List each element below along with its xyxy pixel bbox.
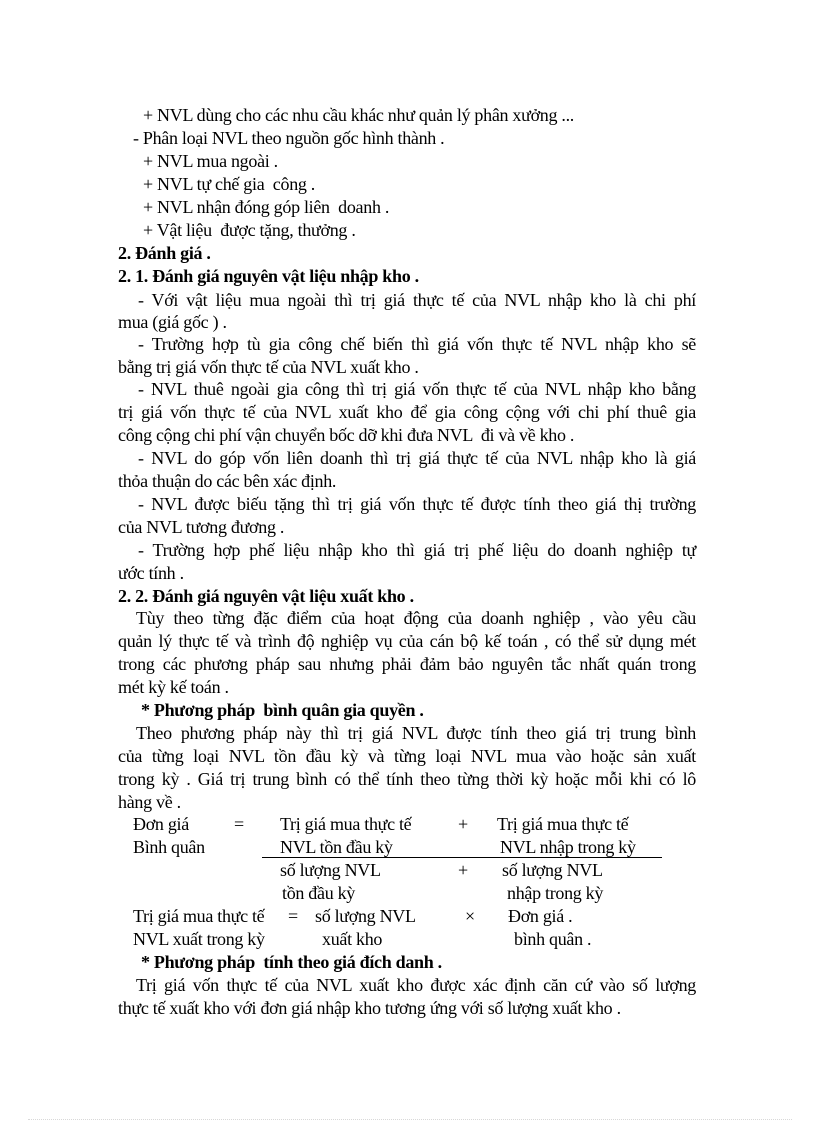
paragraph-line: - Trường hợp tù gia công chế biến thì giá vốn thực tế NVL nhập kho sẽ xyxy=(138,334,696,354)
paragraph-line: trị giá vốn thực tế của NVL xuất kho để gia công cộng với chi phí thuê gia xyxy=(118,402,696,422)
text-line: + NVL mua ngoài . xyxy=(143,151,278,171)
numerator-term: Trị giá mua thực tế xyxy=(280,814,412,834)
paragraph-line: - Trường hợp phế liệu nhập kho thì giá trị phế liệu do doanh nghiệp tự xyxy=(138,540,696,560)
section-heading: 2. Đánh giá . xyxy=(118,243,211,263)
numerator-term: NVL tồn đầu kỳ xyxy=(280,837,393,857)
paragraph-line: - NVL do góp vốn liên doanh thì trị giá thực tế của NVL nhập kho là giá xyxy=(138,448,696,468)
method-heading: * Phương pháp bình quân gia quyền . xyxy=(141,700,424,720)
paragraph-line: quản lý thực tế và trình độ nghiệp vụ của cán bộ kế toán , có thể sử dụng mét xyxy=(118,631,696,651)
equals-sign: = xyxy=(234,814,244,834)
fraction-bar xyxy=(262,857,662,858)
numerator-term: Trị giá mua thực tế xyxy=(497,814,629,834)
paragraph-line: - NVL được biếu tặng thì trị giá vốn thực tế được tính theo giá thị trường xyxy=(138,494,696,514)
paragraph-line: hàng về . xyxy=(118,792,181,812)
numerator-term: NVL nhập trong kỳ xyxy=(500,837,636,857)
plus-sign: + xyxy=(458,860,468,880)
paragraph-line: Trị giá vốn thực tế của NVL xuất kho được xác định căn cứ vào số lượng xyxy=(136,975,696,995)
paragraph-line: - Với vật liệu mua ngoài thì trị giá thực tế của NVL nhập kho là chi phí xyxy=(138,290,696,310)
paragraph-line: mét kỳ kế toán . xyxy=(118,677,229,697)
page-bottom-rule xyxy=(28,1119,792,1120)
text-line: - Phân loại NVL theo nguồn gốc hình thành . xyxy=(133,128,445,148)
paragraph-line: trong các phương pháp sau nhưng phải đảm bảo nguyên tắc nhất quán trong xyxy=(118,654,696,674)
formula-lhs: NVL xuất trong kỳ xyxy=(133,929,265,949)
formula-lhs: Bình quân xyxy=(133,837,205,857)
paragraph-line: ước tính . xyxy=(118,563,184,583)
paragraph-line: của NVL tương đương . xyxy=(118,517,285,537)
text-line: + Vật liệu được tặng, thưởng . xyxy=(143,220,356,240)
formula-term: xuất kho xyxy=(322,929,383,949)
paragraph-line: thực tế xuất kho với đơn giá nhập kho tương ứng với số lượng xuất kho . xyxy=(118,998,621,1018)
formula-lhs: Trị giá mua thực tế xyxy=(133,906,265,926)
formula-term: bình quân . xyxy=(514,929,592,949)
paragraph-line: mua (giá gốc ) . xyxy=(118,312,227,332)
paragraph-line: bằng trị giá vốn thực tế của NVL xuất kho . xyxy=(118,357,419,377)
plus-sign: + xyxy=(458,814,468,834)
denominator-term: nhập trong kỳ xyxy=(507,883,604,903)
formula-term: Đơn giá . xyxy=(508,906,573,926)
paragraph-line: - NVL thuê ngoài gia công thì trị giá vốn thực tế của NVL nhập kho bằng xyxy=(138,379,696,399)
times-sign: × xyxy=(465,906,475,926)
text-line: + NVL tự chế gia công . xyxy=(143,174,315,194)
paragraph-line: của từng loại NVL tồn đầu kỳ và từng loại NVL mua vào hoặc sản xuất xyxy=(118,746,696,766)
denominator-term: số lượng NVL xyxy=(502,860,603,880)
paragraph-line: Tùy theo từng đặc điểm của hoạt động của doanh nghiệp , vào yêu cầu xyxy=(136,608,696,628)
paragraph-line: trong kỳ . Giá trị trung bình có thể tính theo từng thời kỳ hoặc mỗi khi có lô xyxy=(118,769,696,789)
equals-sign: = xyxy=(288,906,298,926)
denominator-term: tồn đầu kỳ xyxy=(282,883,355,903)
formula-lhs: Đơn giá xyxy=(133,814,189,834)
paragraph-line: Theo phương pháp này thì trị giá NVL được tính theo giá trị trung bình xyxy=(136,723,696,743)
paragraph-line: thỏa thuận do các bên xác định. xyxy=(118,471,337,491)
paragraph-line: công cộng chi phí vận chuyển bốc dỡ khi đưa NVL đi và về kho . xyxy=(118,425,575,445)
subsection-heading: 2. 1. Đánh giá nguyên vật liệu nhập kho . xyxy=(118,266,419,286)
text-line: + NVL dùng cho các nhu cầu khác như quản lý phân xưởng ... xyxy=(143,105,575,125)
subsection-heading: 2. 2. Đánh giá nguyên vật liệu xuất kho . xyxy=(118,586,414,606)
denominator-term: số lượng NVL xyxy=(280,860,381,880)
formula-term: số lượng NVL xyxy=(315,906,416,926)
text-line: + NVL nhận đóng góp liên doanh . xyxy=(143,197,390,217)
method-heading: * Phương pháp tính theo giá đích danh . xyxy=(141,952,442,972)
